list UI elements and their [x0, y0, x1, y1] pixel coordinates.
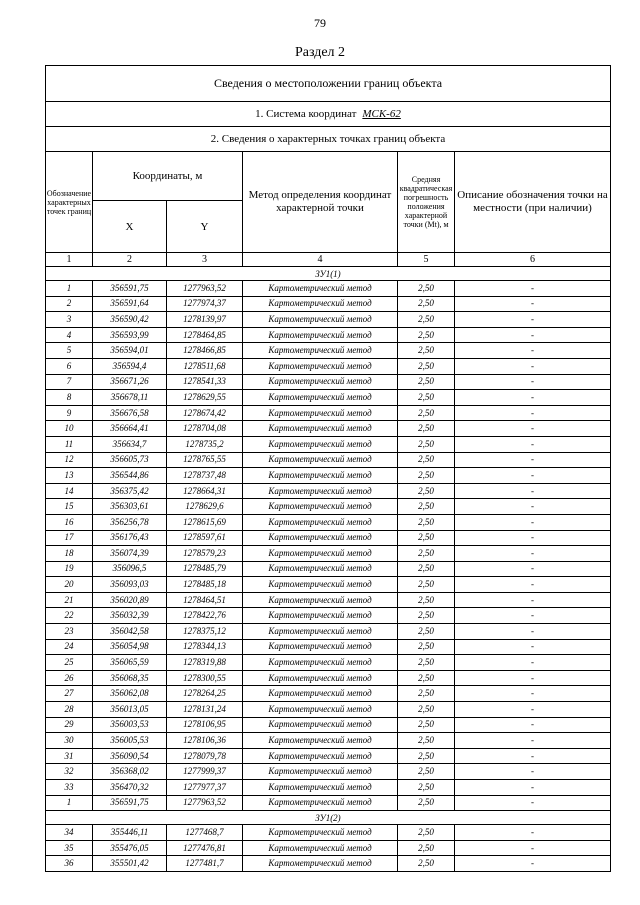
point-number: 23 [46, 624, 93, 640]
table-row [46, 296, 611, 312]
error-value: 2,50 [398, 312, 455, 328]
point-number: 26 [46, 670, 93, 686]
point-number: 35 [46, 840, 93, 856]
coord-y: 1278765,55 [167, 452, 243, 468]
error-value: 2,50 [398, 733, 455, 749]
column-number: 4 [243, 253, 398, 267]
parcel-group-row [46, 267, 611, 281]
error-value: 2,50 [398, 514, 455, 530]
parcel-group-label: ЗУ1(1) [46, 267, 611, 281]
error-value: 2,50 [398, 577, 455, 593]
table-row [46, 748, 611, 764]
error-value: 2,50 [398, 343, 455, 359]
method: Картометрический метод [243, 577, 398, 593]
table-title-row [46, 66, 611, 102]
method: Картометрический метод [243, 530, 398, 546]
table-row [46, 577, 611, 593]
coord-y: 1277476,81 [167, 840, 243, 856]
description: - [455, 452, 611, 468]
table-row [46, 840, 611, 856]
description: - [455, 468, 611, 484]
point-number: 16 [46, 514, 93, 530]
error-value: 2,50 [398, 436, 455, 452]
description: - [455, 748, 611, 764]
point-number: 22 [46, 608, 93, 624]
coord-y: 1277481,7 [167, 856, 243, 872]
header-x: X [93, 201, 167, 253]
point-number: 3 [46, 312, 93, 328]
table-row [46, 343, 611, 359]
coord-y: 1278319,88 [167, 655, 243, 671]
description: - [455, 327, 611, 343]
coord-x: 356664,41 [93, 421, 167, 437]
description: - [455, 670, 611, 686]
coord-x: 356176,43 [93, 530, 167, 546]
table-row [46, 405, 611, 421]
error-value: 2,50 [398, 281, 455, 297]
description: - [455, 405, 611, 421]
coord-x: 356593,99 [93, 327, 167, 343]
point-number: 29 [46, 717, 93, 733]
coord-y: 1278579,23 [167, 546, 243, 562]
coord-x: 356065,59 [93, 655, 167, 671]
method: Картометрический метод [243, 546, 398, 562]
description: - [455, 436, 611, 452]
description: - [455, 840, 611, 856]
coord-x: 356634,7 [93, 436, 167, 452]
method: Картометрический метод [243, 405, 398, 421]
description: - [455, 856, 611, 872]
coord-x: 356093,03 [93, 577, 167, 593]
method: Картометрический метод [243, 327, 398, 343]
table-row [46, 483, 611, 499]
error-value: 2,50 [398, 499, 455, 515]
method: Картометрический метод [243, 624, 398, 640]
error-value: 2,50 [398, 608, 455, 624]
error-value: 2,50 [398, 592, 455, 608]
coordinate-system-row [46, 102, 611, 127]
column-number: 1 [46, 253, 93, 267]
point-number: 12 [46, 452, 93, 468]
point-number: 13 [46, 468, 93, 484]
coord-x: 355476,05 [93, 840, 167, 856]
section-title: Раздел 2 [294, 45, 346, 60]
coord-x: 356591,75 [93, 281, 167, 297]
description: - [455, 655, 611, 671]
method: Картометрический метод [243, 825, 398, 841]
coord-x: 356303,61 [93, 499, 167, 515]
coord-y: 1277999,37 [167, 764, 243, 780]
description: - [455, 577, 611, 593]
coord-x: 356074,39 [93, 546, 167, 562]
method: Картометрический метод [243, 514, 398, 530]
point-number: 8 [46, 390, 93, 406]
point-number: 1 [46, 795, 93, 811]
coord-x: 356256,78 [93, 514, 167, 530]
point-number: 15 [46, 499, 93, 515]
coord-x: 356590,42 [93, 312, 167, 328]
error-value: 2,50 [398, 561, 455, 577]
coord-x: 356042,58 [93, 624, 167, 640]
coord-y: 1278464,51 [167, 592, 243, 608]
method: Картометрический метод [243, 717, 398, 733]
column-number: 6 [455, 253, 611, 267]
table-row [46, 717, 611, 733]
error-value: 2,50 [398, 639, 455, 655]
parcel-group-row [46, 811, 611, 825]
point-number: 28 [46, 702, 93, 718]
description: - [455, 421, 611, 437]
coord-y: 1278674,42 [167, 405, 243, 421]
coord-y: 1278735,2 [167, 436, 243, 452]
table-row [46, 670, 611, 686]
error-value: 2,50 [398, 468, 455, 484]
description: - [455, 780, 611, 796]
point-number: 5 [46, 343, 93, 359]
point-number: 32 [46, 764, 93, 780]
method: Картометрический метод [243, 840, 398, 856]
table-row [46, 624, 611, 640]
coord-y: 1278131,24 [167, 702, 243, 718]
coord-x: 356003,53 [93, 717, 167, 733]
method: Картометрический метод [243, 856, 398, 872]
error-value: 2,50 [398, 702, 455, 718]
coord-y: 1278300,55 [167, 670, 243, 686]
coord-x: 356470,32 [93, 780, 167, 796]
description: - [455, 624, 611, 640]
error-value: 2,50 [398, 624, 455, 640]
point-number: 36 [46, 856, 93, 872]
point-number: 2 [46, 296, 93, 312]
error-value: 2,50 [398, 856, 455, 872]
point-number: 30 [46, 733, 93, 749]
error-value: 2,50 [398, 840, 455, 856]
table-title: Сведения о местоположении границ объекта [46, 66, 611, 102]
method: Картометрический метод [243, 468, 398, 484]
header-error: Средняя квадратическая погрешность положения характерной точки (Mt), м [398, 152, 455, 253]
point-number: 21 [46, 592, 93, 608]
table-row [46, 374, 611, 390]
points-section-row [46, 127, 611, 152]
description: - [455, 825, 611, 841]
method: Картометрический метод [243, 608, 398, 624]
coord-y: 1278375,12 [167, 624, 243, 640]
description: - [455, 483, 611, 499]
table-row [46, 795, 611, 811]
coord-x: 356375,42 [93, 483, 167, 499]
coord-x: 356678,11 [93, 390, 167, 406]
coord-x: 356032,39 [93, 608, 167, 624]
coord-y: 1278264,25 [167, 686, 243, 702]
description: - [455, 592, 611, 608]
coord-y: 1277963,52 [167, 795, 243, 811]
table-row [46, 780, 611, 796]
error-value: 2,50 [398, 717, 455, 733]
coord-y: 1278079,78 [167, 748, 243, 764]
coord-x: 356096,5 [93, 561, 167, 577]
table-row [46, 639, 611, 655]
coord-x: 356591,64 [93, 296, 167, 312]
method: Картометрический метод [243, 312, 398, 328]
coord-y: 1277977,37 [167, 780, 243, 796]
table-row [46, 436, 611, 452]
coord-x: 356068,35 [93, 670, 167, 686]
description: - [455, 686, 611, 702]
method: Картометрический метод [243, 281, 398, 297]
table-row [46, 468, 611, 484]
table-row [46, 702, 611, 718]
point-number: 1 [46, 281, 93, 297]
point-number: 31 [46, 748, 93, 764]
table-row [46, 390, 611, 406]
table-row [46, 592, 611, 608]
description: - [455, 561, 611, 577]
coord-y: 1278615,69 [167, 514, 243, 530]
coord-x: 356544,86 [93, 468, 167, 484]
header-designation: Обозначение характерных точек границ [46, 152, 93, 253]
table-row [46, 546, 611, 562]
parcel-group-label: ЗУ1(2) [46, 811, 611, 825]
point-number: 14 [46, 483, 93, 499]
column-number-row [46, 253, 611, 267]
error-value: 2,50 [398, 452, 455, 468]
coord-x: 356368,02 [93, 764, 167, 780]
boundary-table [45, 65, 611, 872]
coord-x: 356062,08 [93, 686, 167, 702]
header-row [46, 152, 611, 201]
point-number: 6 [46, 358, 93, 374]
method: Картометрический метод [243, 670, 398, 686]
table-row [46, 358, 611, 374]
header-description: Описание обозначения точки на местности (при наличии) [455, 152, 611, 253]
coord-y: 1278629,6 [167, 499, 243, 515]
coord-y: 1277468,7 [167, 825, 243, 841]
coord-y: 1278139,97 [167, 312, 243, 328]
points-section-label: 2. Сведения о характерных точках границ объекта [46, 127, 611, 152]
method: Картометрический метод [243, 421, 398, 437]
method: Картометрический метод [243, 452, 398, 468]
error-value: 2,50 [398, 748, 455, 764]
description: - [455, 358, 611, 374]
coord-x: 356594,01 [93, 343, 167, 359]
description: - [455, 717, 611, 733]
table-row [46, 764, 611, 780]
method: Картометрический метод [243, 686, 398, 702]
coord-y: 1278737,48 [167, 468, 243, 484]
coord-x: 356676,58 [93, 405, 167, 421]
coordinate-system-label: 1. Система координат [255, 108, 357, 120]
error-value: 2,50 [398, 764, 455, 780]
method: Картометрический метод [243, 733, 398, 749]
coord-x: 356013,05 [93, 702, 167, 718]
coord-y: 1278597,61 [167, 530, 243, 546]
method: Картометрический метод [243, 655, 398, 671]
error-value: 2,50 [398, 327, 455, 343]
point-number: 17 [46, 530, 93, 546]
table-row [46, 281, 611, 297]
coord-x: 356671,26 [93, 374, 167, 390]
description: - [455, 608, 611, 624]
description: - [455, 639, 611, 655]
point-number: 24 [46, 639, 93, 655]
page-number: 79 [314, 16, 326, 30]
coord-x: 356054,98 [93, 639, 167, 655]
error-value: 2,50 [398, 390, 455, 406]
method: Картометрический метод [243, 702, 398, 718]
table-row [46, 452, 611, 468]
method: Картометрический метод [243, 436, 398, 452]
method: Картометрический метод [243, 592, 398, 608]
coord-y: 1278106,95 [167, 717, 243, 733]
method: Картометрический метод [243, 764, 398, 780]
table-row [46, 530, 611, 546]
method: Картометрический метод [243, 499, 398, 515]
point-number: 4 [46, 327, 93, 343]
coord-y: 1278704,08 [167, 421, 243, 437]
coord-y: 1278541,33 [167, 374, 243, 390]
coord-x: 356605,73 [93, 452, 167, 468]
description: - [455, 795, 611, 811]
point-number: 9 [46, 405, 93, 421]
error-value: 2,50 [398, 780, 455, 796]
method: Картометрический метод [243, 748, 398, 764]
coordinate-system-cell [46, 102, 611, 127]
column-number: 2 [93, 253, 167, 267]
point-number: 34 [46, 825, 93, 841]
coord-x: 356591,75 [93, 795, 167, 811]
table-row [46, 655, 611, 671]
table-row [46, 327, 611, 343]
coord-y: 1278511,68 [167, 358, 243, 374]
point-number: 20 [46, 577, 93, 593]
coord-x: 356594,4 [93, 358, 167, 374]
method: Картометрический метод [243, 483, 398, 499]
table-row [46, 499, 611, 515]
error-value: 2,50 [398, 686, 455, 702]
error-value: 2,50 [398, 670, 455, 686]
method: Картометрический метод [243, 374, 398, 390]
coord-y: 1278629,55 [167, 390, 243, 406]
description: - [455, 530, 611, 546]
coord-x: 355501,42 [93, 856, 167, 872]
method: Картометрический метод [243, 296, 398, 312]
table-row [46, 856, 611, 872]
method: Картометрический метод [243, 639, 398, 655]
coord-y: 1278466,85 [167, 343, 243, 359]
point-number: 7 [46, 374, 93, 390]
description: - [455, 499, 611, 515]
coord-x: 356090,54 [93, 748, 167, 764]
column-number: 3 [167, 253, 243, 267]
description: - [455, 281, 611, 297]
header-coordinates: Координаты, м [93, 152, 243, 201]
description: - [455, 733, 611, 749]
table-row [46, 561, 611, 577]
table-row [46, 733, 611, 749]
coord-y: 1278106,36 [167, 733, 243, 749]
error-value: 2,50 [398, 358, 455, 374]
description: - [455, 764, 611, 780]
description: - [455, 312, 611, 328]
coord-y: 1278464,85 [167, 327, 243, 343]
description: - [455, 702, 611, 718]
description: - [455, 374, 611, 390]
coord-y: 1278485,79 [167, 561, 243, 577]
method: Картометрический метод [243, 358, 398, 374]
method: Картометрический метод [243, 795, 398, 811]
error-value: 2,50 [398, 546, 455, 562]
description: - [455, 514, 611, 530]
point-number: 19 [46, 561, 93, 577]
point-number: 33 [46, 780, 93, 796]
error-value: 2,50 [398, 405, 455, 421]
point-number: 10 [46, 421, 93, 437]
coord-x: 356005,53 [93, 733, 167, 749]
error-value: 2,50 [398, 374, 455, 390]
table-body [46, 66, 611, 872]
table-row [46, 421, 611, 437]
coord-y: 1277974,37 [167, 296, 243, 312]
coord-x: 356020,89 [93, 592, 167, 608]
coord-y: 1277963,52 [167, 281, 243, 297]
method: Картометрический метод [243, 561, 398, 577]
table-row [46, 514, 611, 530]
error-value: 2,50 [398, 296, 455, 312]
coord-x: 355446,11 [93, 825, 167, 841]
description: - [455, 390, 611, 406]
table-row [46, 312, 611, 328]
error-value: 2,50 [398, 421, 455, 437]
table-row [46, 825, 611, 841]
method: Картометрический метод [243, 343, 398, 359]
coordinate-system-value: МСК-62 [362, 108, 401, 120]
error-value: 2,50 [398, 795, 455, 811]
coord-y: 1278664,31 [167, 483, 243, 499]
method: Картометрический метод [243, 780, 398, 796]
point-number: 27 [46, 686, 93, 702]
table-row [46, 686, 611, 702]
table-row [46, 608, 611, 624]
description: - [455, 296, 611, 312]
description: - [455, 343, 611, 359]
coord-y: 1278485,18 [167, 577, 243, 593]
point-number: 11 [46, 436, 93, 452]
header-method: Метод определения координат характерной точки [243, 152, 398, 253]
point-number: 25 [46, 655, 93, 671]
header-y: Y [167, 201, 243, 253]
error-value: 2,50 [398, 825, 455, 841]
coord-y: 1278344,13 [167, 639, 243, 655]
coord-y: 1278422,76 [167, 608, 243, 624]
column-number: 5 [398, 253, 455, 267]
point-number: 18 [46, 546, 93, 562]
error-value: 2,50 [398, 530, 455, 546]
error-value: 2,50 [398, 483, 455, 499]
error-value: 2,50 [398, 655, 455, 671]
method: Картометрический метод [243, 390, 398, 406]
description: - [455, 546, 611, 562]
